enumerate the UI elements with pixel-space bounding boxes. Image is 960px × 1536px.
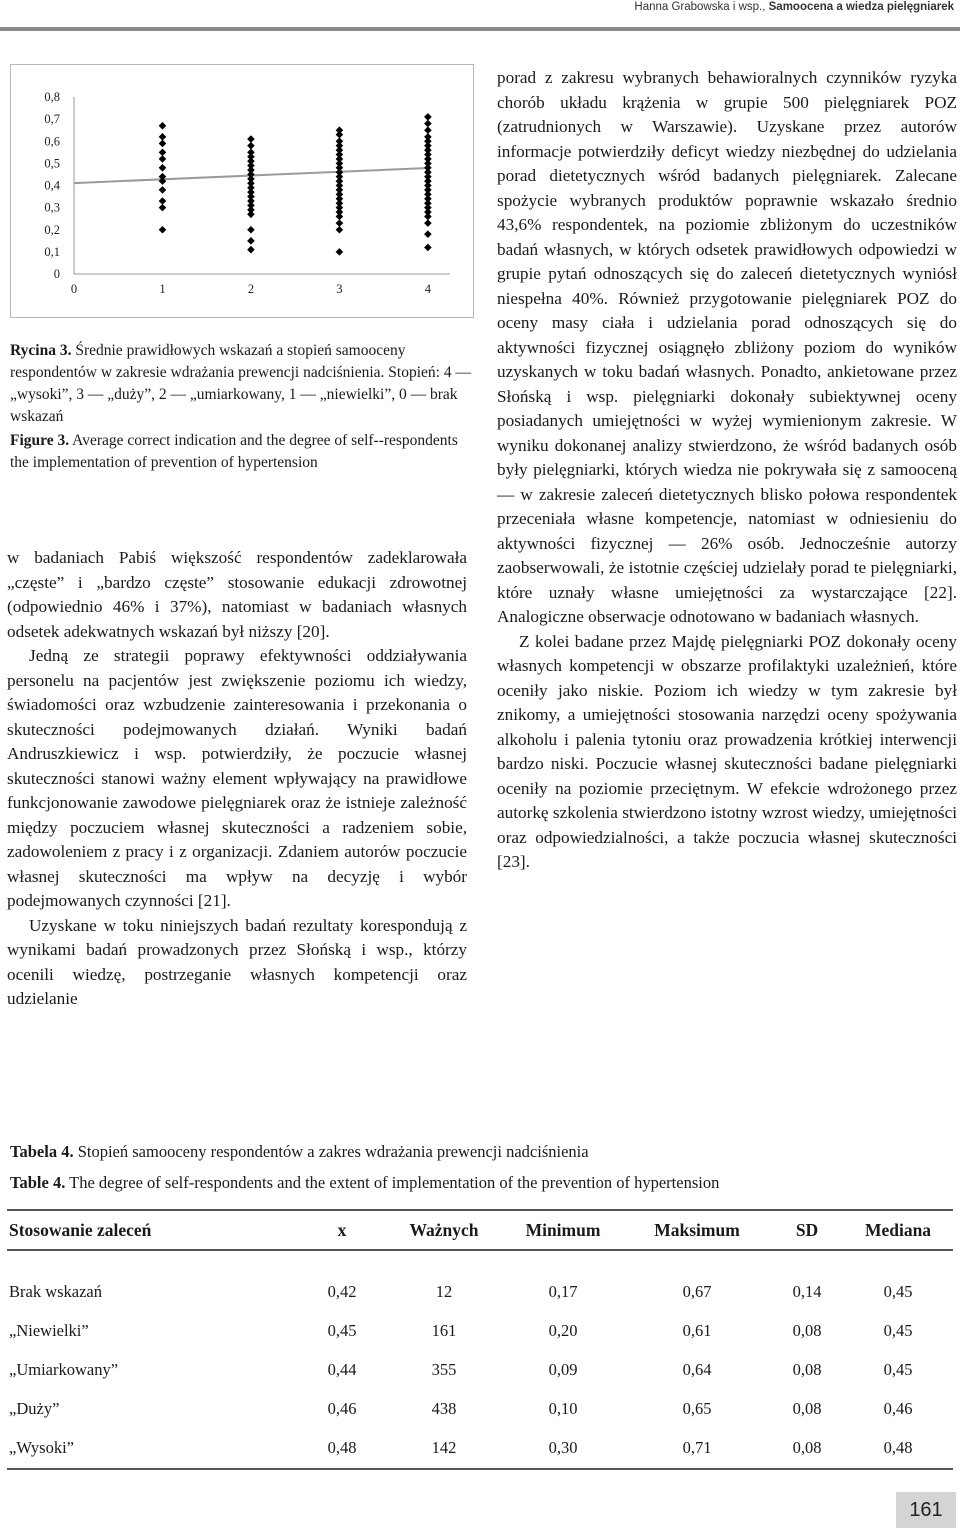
table-row [7, 1350, 953, 1389]
header-cell: Mediana [843, 1210, 953, 1250]
page-number: 161 [896, 1492, 956, 1528]
data-point [336, 126, 344, 134]
y-tick-label: 0,2 [44, 222, 60, 237]
header-rule [0, 27, 960, 31]
header-cell: Stosowanie zaleceń [7, 1210, 299, 1250]
data-point [159, 140, 167, 148]
table-cell: 0,42 [327, 1282, 357, 1301]
right-paragraph: Z kolei badane przez Majdę pielęgniarki POZ dokonały oceny własnych kompetencji w obszarze profilaktyki uzależnień, które oceniły jako niskie. Poziom ich wiedzy w tym zakresie był znikomy, a umiejętności stosowania narzędzi oceny spożywania alkoholu i palenia tytoniu oraz prowadzenia krótkiej interwencji bardzo niski. Poczucie własnej skuteczności badane pielęgniarki oceniły na poziomie przeciętnym. W efekcie wdrożonego przez autorkę szkolenia stwierdzono istotny wzrost wiedzy, umiejętności oraz odpowiedzialności, a także poczucia własnej skuteczności [23]. [497, 631, 957, 871]
x-tick-label: 4 [424, 282, 432, 296]
table-cell: 0,08 [771, 1429, 843, 1468]
table-cell: 0,45 [883, 1360, 913, 1380]
table-cell: 0,14 [792, 1282, 822, 1301]
table-title-pl-text: Stopień samooceny respondentów a zakres wdrażania prewencji nadciśnienia [77, 1142, 589, 1161]
table-cell: 0,45 [327, 1320, 357, 1340]
table-cell: „Duży” [9, 1399, 60, 1419]
table-cell: Brak wskazań [9, 1282, 103, 1301]
table-cell: 0,65 [682, 1399, 712, 1419]
table-cell: 0,64 [682, 1360, 712, 1380]
table-cell: 0,30 [503, 1429, 623, 1468]
table-cell: 0,44 [327, 1360, 357, 1380]
data-point [336, 226, 344, 234]
left-text-column [7, 546, 467, 1012]
data-point [336, 219, 344, 227]
table-row [7, 1390, 953, 1429]
data-point [159, 226, 167, 234]
header-cell: Minimum [503, 1210, 623, 1250]
scatter-chart [11, 65, 473, 317]
left-paragraph: w badaniach Pabiś większość respondentów zadeklarowała „częste” i „bardzo częste” stosowanie edukacji zdrowotnej (odpowiednio 46% i 37%), natomiast w badaniach własnych odsetek adekwatnych wskazań był niższy [20]. [7, 548, 467, 641]
scatter-chart-frame [10, 64, 474, 318]
figure-caption-en-label: Figure 3. [10, 432, 70, 449]
data-point [247, 142, 255, 150]
data-point [336, 137, 344, 145]
table-row [7, 1250, 953, 1311]
figure-caption-pl [10, 340, 480, 428]
right-paragraph: porad z zakresu wybranych behawioralnych czynników ryzyka chorób układu krążenia w grupie 500 pielęgniarek POZ (zatrudnionych w Warszawie). Uzyskane przez autorów informacje potwierdziły deficyt wiedzy niezbędnej do udzielania porad dietetycznych wśród badanych pielęgniarek. Zalecane spożycie wybranych produktów poprawnie wskazało średnio 43,6% respondentek, na poziomie zbliżonym do uczestników badań własnych, w których odsetek prawidłowych odpowiedzi w grupie pytań odnoszących się do zaleceń dietetycznych wyniósł niespełna 40%. Również przygotowanie pielęgniarek POZ do oceny masy ciała i udzielania porad odnoszących się do aktywności fizycznej osiągnęło zbliżony poziom do wyników uzyskanych w toku badań własnych. Ponadto, ankietowane przez Słońską i wsp. pielęgniarki dokonały subiektywnej oceny posiadanych umiejętności w wyżej wymienionym zakresie. W wyniku dokonanej analizy stwierdzono, że wśród badanych osób były pielęgniarki, których wiedza nie pokrywała się z samooceną — w zakresie zaleceń dietetycznych blisko połowa respondentek przeceniała własne kompetencje, natomiast w odniesieniu do aktywności fizycznej — 26% osób. Jednocześnie autorzy zaobserwowali, że istotnie częściej udzielały porad te pielęgniarki, które uznały własne umiejętności za wystarczające [22]. Analogiczne obserwacje odnotowano w badaniach własnych. [497, 68, 957, 626]
table-cell: 0,10 [548, 1399, 578, 1419]
table-cell: „Niewielki” [9, 1320, 89, 1340]
y-tick-label: 0,8 [44, 90, 60, 104]
data-point [159, 164, 167, 172]
data-point [159, 155, 167, 163]
data-point [247, 149, 255, 157]
data-point [159, 186, 167, 194]
table-cell: 355 [431, 1360, 457, 1380]
table-cell: 0,09 [548, 1360, 578, 1380]
table-row [7, 1311, 953, 1350]
data-point [336, 248, 344, 256]
y-tick-label: 0,7 [44, 112, 60, 127]
figure-caption-pl-label: Rycina 3. [10, 342, 72, 359]
results-table [7, 1209, 953, 1470]
table-cell: 142 [385, 1429, 503, 1468]
table-cell: 0,67 [682, 1282, 712, 1301]
table-cell: 0,45 [883, 1320, 913, 1340]
data-point [424, 120, 432, 128]
header-cell: SD [771, 1210, 843, 1250]
left-paragraph: Uzyskane w toku niniejszych badań rezultaty korespondują z wynikami badań prowadzonych przez Słońską i wsp., którzy ocenili wiedzę, postrzeganie własnych kompetencji oraz udzielanie [7, 915, 467, 1008]
data-point [159, 197, 167, 205]
figure-caption-pl-text: Średnie prawidłowych wskazań a stopień samooceny respondentów w zakresie wdrażania prewencji nadciśnienia. Stopień: 4 — „wysoki”, 3 — „duży”, 2 — „umiarkowany, 1 — „niewielki”, 0 — brak wskazań [10, 342, 471, 425]
table-cell: 161 [431, 1320, 457, 1340]
table-cell: 0,61 [682, 1320, 712, 1340]
table-title-en [10, 1172, 955, 1194]
table-cell: 0,46 [883, 1399, 913, 1419]
data-point [424, 126, 432, 134]
table-header-row [7, 1210, 953, 1250]
data-point [159, 122, 167, 130]
x-tick-label: 1 [159, 282, 166, 296]
y-tick-label: 0,1 [44, 244, 60, 259]
y-tick-label: 0,5 [44, 156, 60, 171]
data-point [247, 226, 255, 234]
left-paragraph: Jedną ze strategii poprawy efektywności oddziaływania personelu na pacjentów jest zwiększenie poziomu ich wiedzy, świadomości oraz wzbudzenie zainteresowania i przekonania o skuteczności podejmowanych działań. Wyniki badań Andruszkiewicz i wsp. potwierdziły, że poczucie własnej skuteczności stanowi ważny element wpływający na prawidłowe funkcjonowanie zawodowe pielęgniarek oraz że istnieje zależność między poczuciem własnej skuteczności a radzeniem sobie, zadowoleniem z pracy i z organizacji. Zdaniem autorów poczucie własnej skuteczności ma wpływ na decyzję i wybór podejmowanych czynności [21]. [7, 646, 467, 910]
table-row [7, 1429, 953, 1468]
x-tick-label: 2 [247, 282, 255, 296]
table-title-en-label: Table 4. [10, 1173, 66, 1192]
table-cell: 438 [431, 1399, 457, 1419]
data-point [424, 219, 432, 227]
header-cell: Maksimum [623, 1210, 771, 1250]
x-tick-label: 3 [336, 282, 343, 296]
header-cell: x [299, 1210, 385, 1250]
data-point [159, 149, 167, 157]
table-title-en-text: The degree of self-respondents and the extent of implementation of the prevention of hypertension [69, 1173, 720, 1192]
table-cell: 0,45 [883, 1282, 913, 1301]
table-cell: 0,08 [792, 1320, 822, 1340]
table-cell: 0,17 [548, 1282, 578, 1301]
data-point [424, 244, 432, 252]
data-point [247, 237, 255, 245]
running-head-title: Samoocena a wiedza pielęgniarek [768, 1, 954, 13]
table-cell: 0,46 [327, 1399, 357, 1419]
running-head-authors: Hanna Grabowska i wsp., [634, 1, 766, 13]
table-cell: 0,08 [792, 1360, 822, 1380]
data-point [424, 230, 432, 238]
running-head [0, 0, 960, 18]
table-cell: 0,20 [548, 1320, 578, 1340]
table-title-pl [10, 1141, 955, 1163]
x-tick-label: 0 [70, 282, 78, 296]
data-point [159, 204, 167, 212]
figure-caption-en-text: Average correct indication and the degree of self--respondents the implementation of prevention of hypertension [10, 432, 458, 471]
y-tick-label: 0,3 [44, 200, 60, 215]
data-point [424, 113, 432, 121]
data-point [247, 135, 255, 143]
table-cell: 0,08 [792, 1399, 822, 1419]
figure-caption-en [10, 430, 480, 474]
table-cell: 12 [435, 1282, 453, 1301]
data-point [424, 133, 432, 141]
right-text-column [497, 66, 957, 875]
table-title-pl-label: Tabela 4. [10, 1142, 74, 1161]
data-point [247, 246, 255, 254]
table-cell: „Umiarkowany” [9, 1360, 119, 1380]
y-tick-label: 0,4 [44, 178, 60, 193]
table-cell: 0,48 [843, 1429, 953, 1468]
table-cell: 0,48 [299, 1429, 385, 1468]
table-cell: „Wysoki” [7, 1429, 299, 1468]
table-cell: 0,71 [623, 1429, 771, 1468]
y-tick-label: 0 [53, 267, 60, 281]
data-point [159, 133, 167, 141]
header-cell: Ważnych [385, 1210, 503, 1250]
y-tick-label: 0,6 [44, 134, 60, 149]
